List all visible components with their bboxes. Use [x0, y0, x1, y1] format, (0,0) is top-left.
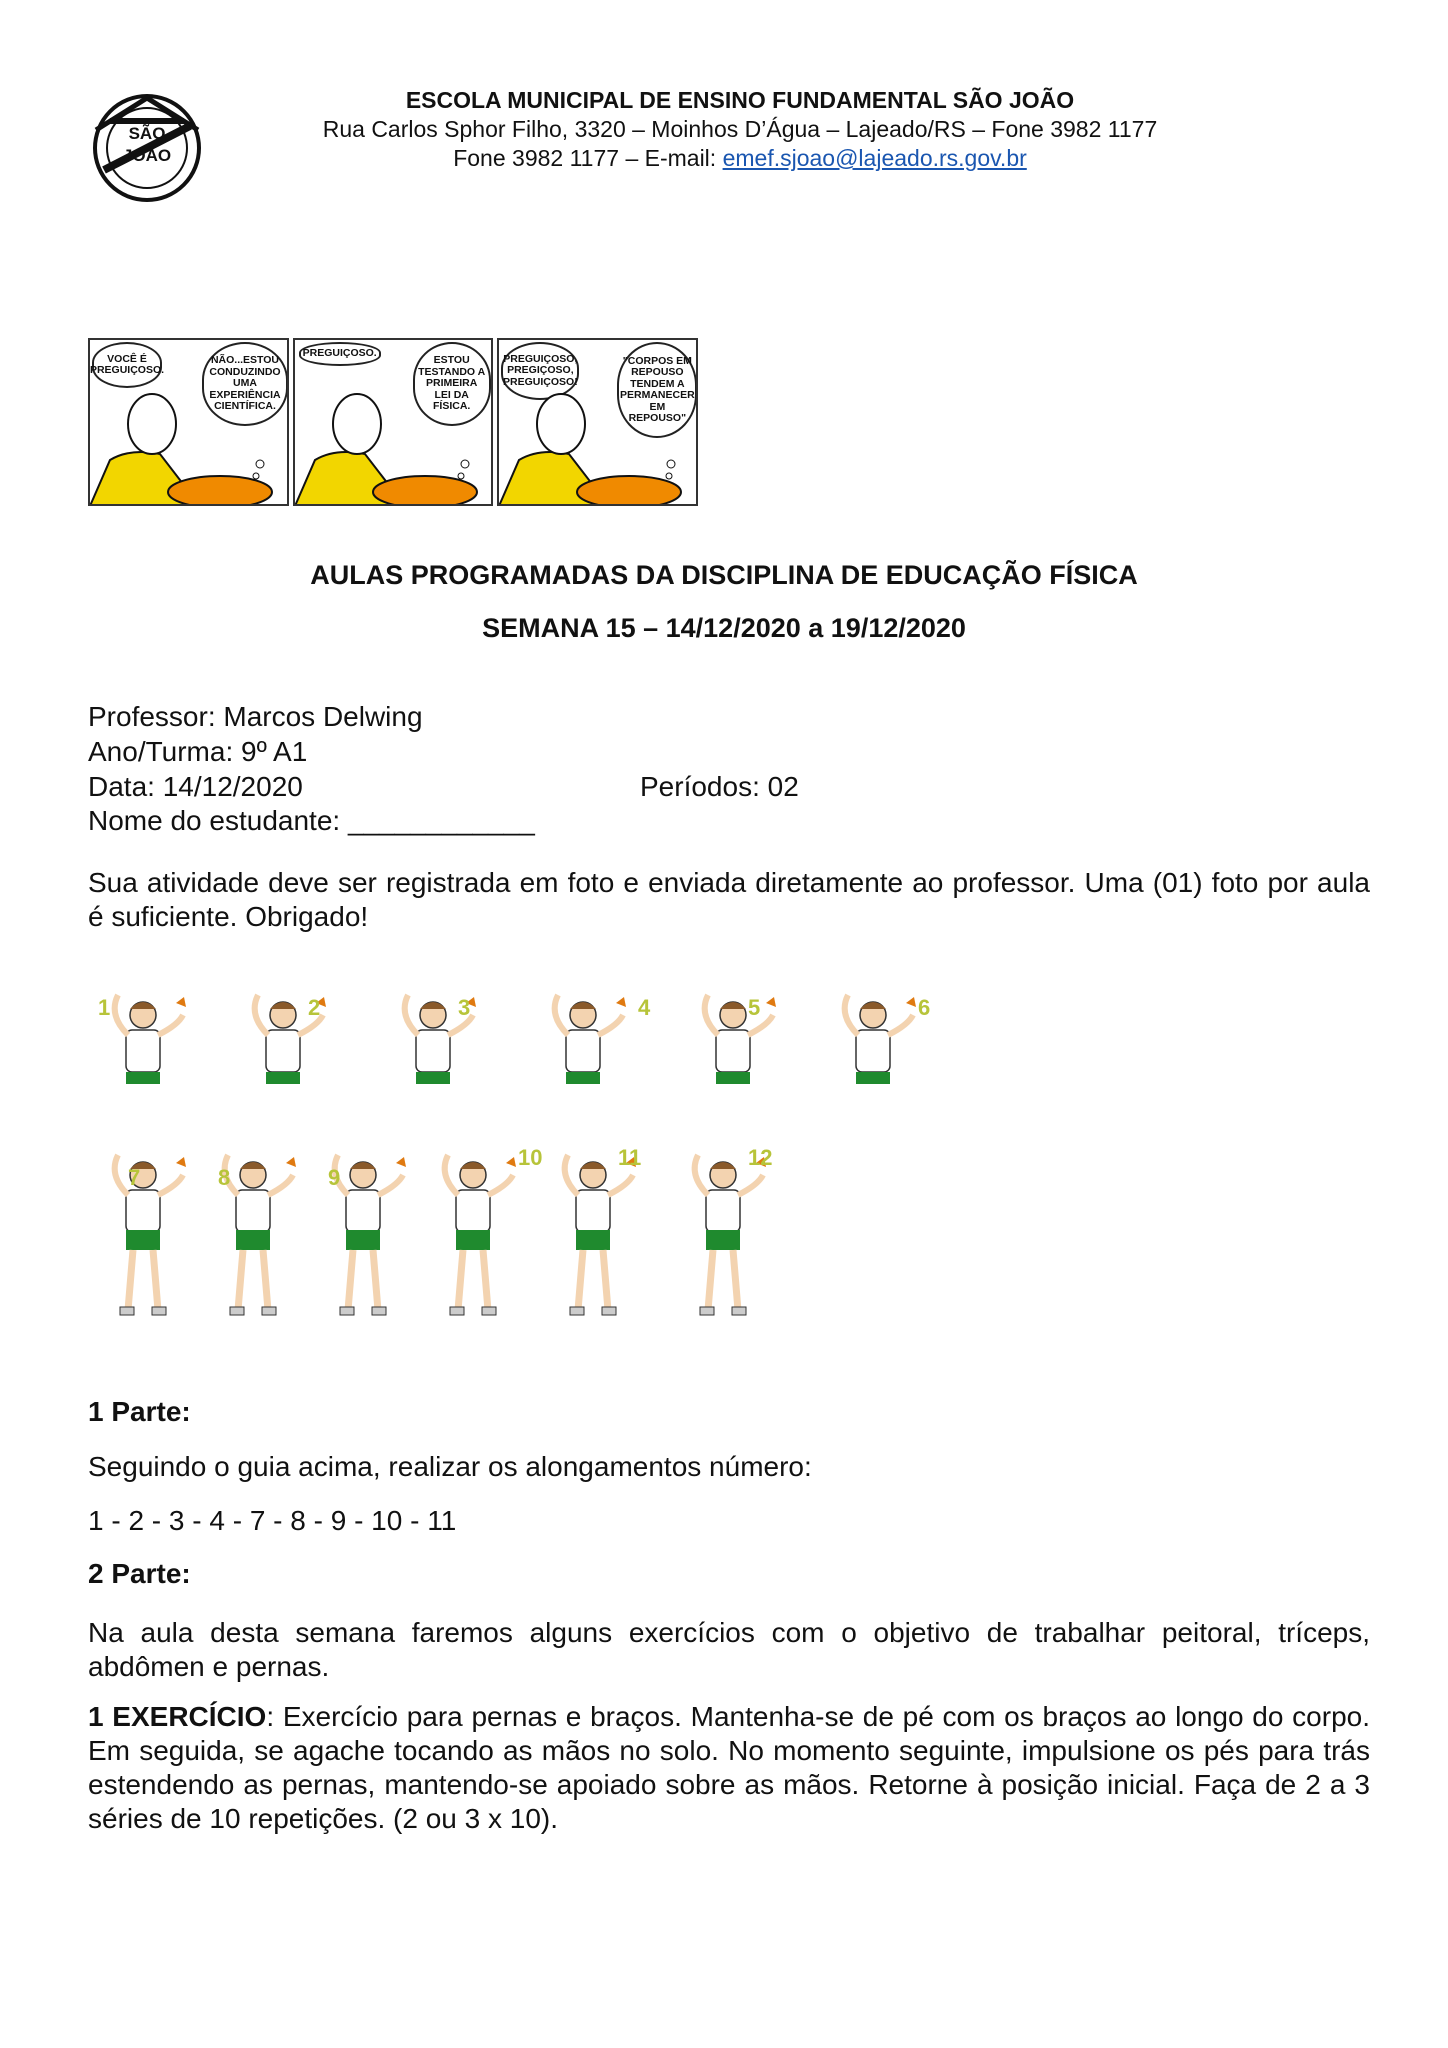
comic-strip	[88, 338, 698, 506]
stretch-figure-10	[418, 1145, 528, 1275]
stretching-guide	[88, 985, 948, 1325]
page-subtitle: SEMANA 15 – 14/12/2020 a 19/12/2020	[482, 613, 966, 643]
logo-text-1: SÃO	[128, 124, 166, 143]
stretch-number: 6	[918, 995, 931, 1020]
professor-line: Professor: Marcos Delwing	[88, 701, 423, 732]
stretch-number: 7	[128, 1165, 141, 1190]
stretch-figure-9	[308, 1145, 418, 1275]
comic-bubble: PREGUIÇOSO.	[299, 342, 381, 366]
stretch-number: 5	[748, 995, 761, 1020]
comic-bubble: PREGUIÇOSO, PREGIÇOSO, PREGUIÇOSO!	[501, 342, 579, 400]
comic-thought: NÃO...ESTOU CONDUZINDO UMA EXPERIÊNCIA CIENTÍFICA.	[202, 342, 288, 426]
stretch-number: 4	[638, 995, 651, 1020]
parte2-heading: 2 Parte:	[88, 1558, 191, 1589]
turma-line: Ano/Turma: 9º A1	[88, 736, 308, 767]
instructions: Sua atividade deve ser registrada em foto e enviada diretamente ao professor. Uma (01) foto por aula é suficiente. Obrigado!	[88, 867, 1370, 932]
student-name-line: Nome do estudante: ____________	[88, 805, 535, 836]
stretch-number: 12	[748, 1145, 773, 1170]
comic-bubble: VOCÊ É PREGUIÇOSO.	[92, 342, 162, 388]
stretch-figure-2	[228, 985, 338, 1115]
exercise-1-label: 1 EXERCÍCIO	[88, 1701, 267, 1732]
parte1-list: 1 - 2 - 3 - 4 - 7 - 8 - 9 - 10 - 11	[88, 1505, 457, 1536]
page-title: AULAS PROGRAMADAS DA DISCIPLINA DE EDUCAÇÃO FÍSICA	[310, 560, 1138, 590]
parte2-text: Na aula desta semana faremos alguns exercícios com o objetivo de trabalhar peitoral, tríceps, abdômen e pernas.	[88, 1617, 1370, 1682]
comic-panel-1	[88, 338, 289, 506]
comic-panel-3	[497, 338, 698, 506]
comic-thought: "CORPOS EM REPOUSO TENDEM A PERMANECER EM REPOUSO"	[617, 342, 697, 438]
stretch-figure-3	[378, 985, 488, 1115]
stretch-number: 9	[328, 1165, 341, 1190]
stretch-figure-6	[818, 985, 931, 1115]
stretch-number: 1	[98, 995, 111, 1020]
school-contact: Fone 3982 1177 – E-mail: emef.sjoao@lajeado.rs.gov.br	[453, 145, 1027, 171]
comic-thought: ESTOU TESTANDO A PRIMEIRA LEI DA FÍSICA.	[413, 342, 491, 426]
comic-panel-2	[293, 338, 494, 506]
periods-line: Períodos: 02	[640, 771, 799, 802]
logo-text-2: JOÃO	[122, 146, 172, 165]
parte1-text: Seguindo o guia acima, realizar os alongamentos número:	[88, 1451, 812, 1482]
school-address: Rua Carlos Sphor Filho, 3320 – Moinhos D’Água – Lajeado/RS – Fone 3982 1177	[322, 116, 1158, 142]
stretch-number: 10	[518, 1145, 543, 1170]
stretch-figure-4	[528, 985, 638, 1115]
date-line: Data: 14/12/2020	[88, 771, 303, 802]
stretch-figure-8	[198, 1145, 308, 1275]
stretch-number: 11	[618, 1145, 642, 1170]
stretch-figure-7	[88, 1145, 198, 1275]
school-name: ESCOLA MUNICIPAL DE ENSINO FUNDAMENTAL SÃO JOÃO	[405, 87, 1075, 113]
stretch-number: 3	[458, 995, 471, 1020]
exercise-1	[88, 1700, 1370, 1836]
parte1-heading: 1 Parte:	[88, 1396, 191, 1427]
exercise-1-text: : Exercício para pernas e braços. Mantenha-se de pé com os braços ao longo do corpo. Em seguida, se agache tocando as mãos no solo. No momento seguinte, impulsione os pés para trás estendendo as pernas, mantendo-se apoiado sobre as mãos. Retorne à posição inicial. Faça de 2 a 3 séries de 10 repetições. (2 ou 3 x 10).	[88, 1701, 1370, 1834]
stretch-number: 8	[218, 1165, 231, 1190]
stretch-number: 2	[308, 995, 321, 1020]
stretch-figure-5	[678, 985, 788, 1115]
email-link[interactable]: emef.sjoao@lajeado.rs.gov.br	[722, 145, 1027, 171]
school-logo	[88, 90, 206, 202]
